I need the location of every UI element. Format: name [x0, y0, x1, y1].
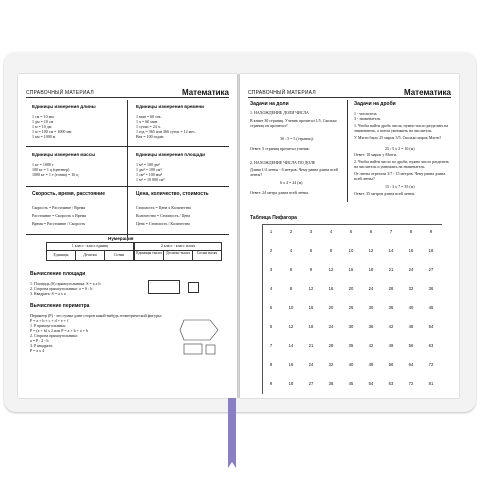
- table-cell: 24: [328, 324, 334, 329]
- price-title: Цена, количество, стоимость: [136, 191, 209, 197]
- table-cell: 3: [269, 267, 273, 272]
- find-number-text: Длина 1/4 ленты - 6 метров. Чему равна длина всей ленты?: [250, 167, 338, 177]
- table-cell: 18: [428, 248, 434, 253]
- table-cell: 8: [289, 286, 293, 291]
- fractions-title: Задачи на доли: [250, 101, 289, 107]
- find-number-calc: 6 x 4 = 24 (м): [280, 180, 303, 185]
- table-cell: 54: [368, 381, 374, 386]
- find-part-text: В книге 30 страниц. Ученик прочитал 1/5. Сколько страниц он прочитал?: [250, 118, 337, 128]
- numeration-col: Сотни: [104, 250, 134, 261]
- table-cell: 56: [388, 362, 394, 367]
- table-cell: 7: [269, 343, 273, 348]
- table-cell: 12: [328, 267, 334, 272]
- left-page-header: [26, 87, 229, 98]
- table-cell: 27: [428, 267, 434, 272]
- speed-line: Скорость = Расстояние / Время: [32, 205, 86, 210]
- table-cell: 20: [348, 286, 354, 291]
- table-cell: 27: [308, 381, 314, 386]
- find-part-calc: 30 : 5 = 5 (страниц).: [280, 136, 314, 141]
- numeration-col: Сотни тысяч: [192, 250, 222, 261]
- table-cell: 9: [309, 267, 313, 272]
- numeration-col: Единицы: [46, 250, 76, 261]
- fractions2-line: 25 : 5 x 2 = 10 (м): [385, 146, 415, 151]
- perimeter-line: 1. P прямоугольника:: [30, 323, 66, 328]
- fractions2-line: 3 - знаменатель: [354, 116, 381, 121]
- fractions2-line: Ответ: 35 метров длина всей ленты.: [354, 191, 416, 196]
- fractions2-line: От ленты отрезали 3/7 - 15 метров. Чему равна длина всей ленты?: [354, 171, 446, 181]
- table-cell: 28: [328, 343, 334, 348]
- header-subject-title: Математика: [181, 88, 229, 97]
- table-cell: 10: [348, 248, 354, 253]
- length-line: 1 дм = 10 см: [32, 119, 54, 124]
- table-cell: 63: [428, 343, 434, 348]
- table-cell: 20: [328, 305, 334, 310]
- table-cell: 16: [408, 248, 414, 253]
- find-part-answer: Ответ: 5 страниц прочитал ученик.: [250, 146, 310, 151]
- table-cell: 35: [388, 305, 394, 310]
- table-cell: 30: [348, 324, 354, 329]
- table-cell: 72: [428, 362, 434, 367]
- table-cell: 2: [269, 248, 273, 253]
- table-cell: 5: [269, 305, 273, 310]
- area-calc-line: 1. Площадь (S) прямоугольника: S = a x b: [30, 281, 101, 286]
- table-cell: 1: [269, 229, 273, 234]
- length-line: 1 см = 10 мм: [32, 114, 54, 119]
- speed-line: Время = Расстояние / Скорость: [32, 221, 86, 226]
- area-calc-line: 3. Квадрата: S = a x a: [30, 291, 66, 296]
- area-line: 1 см² = 100 мм²: [136, 172, 163, 177]
- table-cell: 12: [308, 286, 314, 291]
- find-part-heading: 1. НАХОЖДЕНИЕ ДОЛИ ЧИСЛА: [250, 110, 309, 115]
- table-cell: 4: [269, 286, 273, 291]
- time-line: 1 ч = 60 мин.: [136, 119, 159, 124]
- mass-line: 1 кг = 1000 г: [32, 162, 54, 167]
- time-line: 1 мин = 60 сек.: [136, 114, 162, 119]
- bookmark-ribbon: [228, 398, 236, 468]
- length-line: 1 км = 1000 м: [32, 134, 56, 139]
- table-cell: 6: [269, 324, 273, 329]
- perimeter-line: a = P : 2 - b: [30, 338, 49, 343]
- table-cell: 8: [269, 362, 273, 367]
- table-cell: 8: [329, 248, 333, 253]
- table-cell: 72: [408, 381, 414, 386]
- table-cell: 12: [288, 324, 294, 329]
- table-cell: 10: [288, 305, 294, 310]
- table-cell: 49: [388, 343, 394, 348]
- fractions2-line: 1 - числитель: [354, 111, 377, 116]
- divider: [127, 100, 128, 238]
- table-cell: 18: [368, 267, 374, 272]
- pythagoras-title: Таблица Пифагора: [250, 215, 297, 221]
- table-cell: 36: [428, 286, 434, 291]
- table-cell: 21: [308, 343, 314, 348]
- table-cell: 6: [369, 229, 373, 234]
- table-cell: 15: [348, 267, 354, 272]
- perimeter-line: P = a x 4: [30, 348, 45, 353]
- numeration-col: Десятки тысяч: [163, 250, 193, 261]
- table-cell: 6: [289, 267, 293, 272]
- perimeter-title: Вычисление периметра: [30, 303, 90, 309]
- rectangle-figure: [148, 280, 180, 294]
- time-line: 1 сутки = 24 ч.: [136, 124, 161, 129]
- table-cell: 5: [349, 229, 353, 234]
- table-cell: 40: [408, 305, 414, 310]
- table-cell: 48: [408, 324, 414, 329]
- table-cell: 30: [368, 305, 374, 310]
- table-cell: 21: [388, 267, 394, 272]
- speed-title: Скорость, время, расстояние: [32, 191, 106, 197]
- right-page: [240, 74, 459, 398]
- table-cell: 56: [408, 343, 414, 348]
- time-title: Единицы измерения времени: [136, 104, 204, 109]
- table-cell: 40: [348, 362, 354, 367]
- mass-line: 1000 кг = 1 т (тонна) = 10 ц: [32, 172, 79, 177]
- fractions2-line: У Мэгги было 25 марок 3/5. Сколько марок Мэгги?: [354, 135, 442, 140]
- time-line: 1 год = 365 или 366 суток = 12 мес.: [136, 129, 196, 134]
- table-cell: 14: [388, 248, 394, 253]
- hexagon-figure: [178, 318, 220, 360]
- perimeter-line: Периметр (P) - это сумма длин сторон какой-нибудь геометрической фигуры:: [30, 313, 162, 318]
- table-cell: 32: [408, 286, 414, 291]
- numeration-table: [46, 242, 221, 262]
- left-page: [18, 74, 237, 398]
- divider: [347, 100, 348, 202]
- numeration-title: Нумерация: [108, 236, 134, 241]
- table-cell: 32: [328, 362, 334, 367]
- table-cell: 48: [368, 362, 374, 367]
- table-cell: 45: [428, 305, 434, 310]
- table-cell: 2: [289, 229, 293, 234]
- table-cell: 16: [288, 362, 294, 367]
- divider: [26, 186, 229, 187]
- price-line: Цена = Стоимость / Количество: [136, 221, 191, 226]
- table-cell: 15: [308, 305, 314, 310]
- table-cell: 12: [368, 248, 374, 253]
- area-calc-line: 2. Сторона прямоугольника: a = S : b: [30, 286, 93, 291]
- perimeter-line: P = a + b + c + d + e + f: [30, 318, 69, 323]
- fractions2-line: 1. Чтобы найти дробь числа, нужно число разделить на знаменатель, а потом умножить на числитель.: [354, 123, 449, 133]
- mass-title: Единицы измерения массы: [32, 152, 96, 157]
- table-cell: 9: [269, 381, 273, 386]
- table-cell: 63: [388, 381, 394, 386]
- length-line: 1 м = 10 дм: [32, 124, 52, 129]
- table-cell: 16: [328, 286, 334, 291]
- table-cell: 42: [368, 343, 374, 348]
- class-units-cell: 1 класс - класс единиц: [46, 242, 134, 251]
- area-line: 1 м² = 10 000 см²: [136, 177, 165, 182]
- fractions2-line: Ответ: 10 марок у Мэгги.: [354, 152, 398, 157]
- mass-line: 100 кг = 1 ц (центнер): [32, 167, 70, 172]
- perimeter-line: 3. P квадрата:: [30, 343, 54, 348]
- table-horizontal-line: [262, 224, 442, 225]
- table-cell: 6: [309, 248, 313, 253]
- table-cell: 7: [389, 229, 393, 234]
- table-cell: 14: [288, 343, 294, 348]
- perimeter-line: P = (a + b) x 2 или P = a + b + a + b: [30, 328, 88, 333]
- time-line: Век = 100 годам: [136, 134, 164, 139]
- table-cell: 35: [348, 343, 354, 348]
- fractions2-title: Задачи на дроби: [354, 101, 396, 107]
- square-figure: [188, 282, 199, 293]
- price-line: Стоимость = Цена x Количество: [136, 205, 192, 210]
- table-cell: 3: [309, 229, 313, 234]
- pythagoras-table: [262, 224, 442, 394]
- find-number-heading: 2. НАХОЖДЕНИЕ ЧИСЛА ПО ДОЛЕ: [250, 160, 316, 165]
- table-cell: 36: [368, 324, 374, 329]
- speed-line: Расстояние = Скорость x Время: [32, 213, 86, 218]
- table-cell: 24: [308, 362, 314, 367]
- header-section-label: СПРАВОЧНЫЙ МАТЕРИАЛ: [248, 90, 316, 96]
- numeration-col: Единицы тысяч: [134, 250, 164, 261]
- table-cell: 24: [408, 267, 414, 272]
- find-number-answer: Ответ: 24 метра длина всей ленты.: [250, 190, 310, 195]
- perimeter-line: 2. Сторона прямоугольника:: [30, 333, 78, 338]
- table-cell: 4: [289, 248, 293, 253]
- area-line: 1 м² = 100 дм²: [136, 162, 160, 167]
- area-calc-title: Вычисление площади: [30, 271, 86, 277]
- price-line: Количество = Стоимость / Цена: [136, 213, 191, 218]
- table-cell: 9: [429, 229, 433, 234]
- table-cell: 36: [328, 381, 334, 386]
- header-section-label: СПРАВОЧНЫЙ МАТЕРИАЛ: [26, 90, 94, 96]
- table-cell: 18: [288, 381, 294, 386]
- numeration-col: Десятки: [75, 250, 105, 261]
- table-cell: 54: [428, 324, 434, 329]
- right-page-header: [248, 87, 451, 98]
- table-cell: 4: [329, 229, 333, 234]
- table-cell: 42: [388, 324, 394, 329]
- table-cell: 45: [348, 381, 354, 386]
- table-cell: 81: [428, 381, 434, 386]
- table-cell: 28: [388, 286, 394, 291]
- length-line: 1 м = 100 см = 1000 мм: [32, 129, 72, 134]
- header-subject-title: Математика: [403, 88, 451, 97]
- table-cell: 24: [368, 286, 374, 291]
- table-cell: 25: [348, 305, 354, 310]
- fractions2-line: 2. Чтобы найти число по дроби, нужно число разделить на числитель и умножить на знаменатель.: [354, 159, 449, 169]
- class-thousands-cell: 2 класс - класс тысяч: [134, 242, 222, 251]
- divider: [26, 234, 229, 235]
- table-cell: 18: [308, 324, 314, 329]
- area-line: 1 дм² = 100 см²: [136, 167, 162, 172]
- table-cell: 8: [409, 229, 413, 234]
- table-cell: 64: [408, 362, 414, 367]
- area-title: Единицы измерения площади: [136, 152, 205, 157]
- fractions2-line: 15 : 3 x 7 = 35 (м): [385, 184, 415, 189]
- length-title: Единицы измерения длины: [32, 104, 96, 109]
